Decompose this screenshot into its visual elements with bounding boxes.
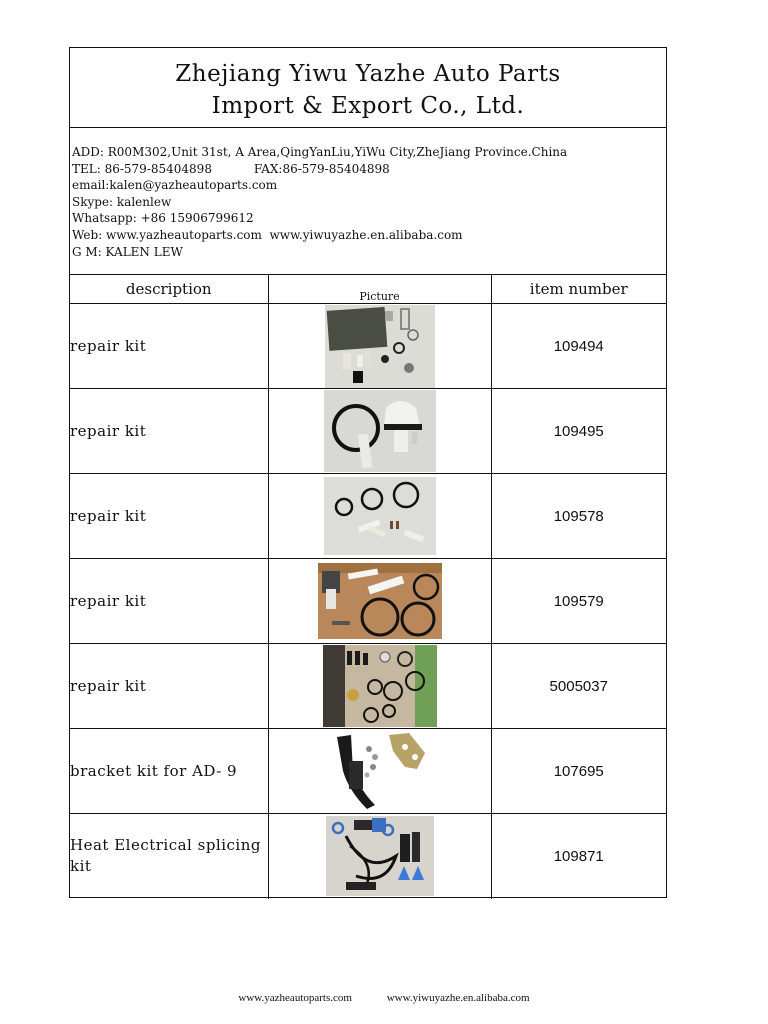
header-item-number: item number [491,275,666,304]
row-description: Heat Electrical splicing kit [70,814,268,899]
table-row [70,559,666,644]
splicing-kit-photo [326,816,434,896]
row-item-number: 109495 [491,389,666,474]
company-name: Zhejiang Yiwu Yazhe Auto Parts [175,61,561,87]
repair-kit-photo [325,305,435,388]
footer-site-link-2[interactable]: www.yiwuyazhe.en.alibaba.com [386,992,530,1004]
table-row [70,474,666,559]
repair-kit-photo [324,477,436,555]
contact-tel-fax: TEL: 86-579-85404898 FAX:86-579-85404898 [72,161,390,176]
header-picture: Picture [268,275,491,304]
contact-email: email:kalen@yazheautoparts.com [72,178,278,193]
catalog-sheet [69,47,667,898]
row-description: repair kit [70,474,268,559]
row-description: repair kit [70,389,268,474]
bracket-kit-photo [331,731,429,811]
footer-site-link-1[interactable]: www.yazheautoparts.com [238,992,352,1004]
contact-whatsapp: Whatsapp: +86 15906799612 [72,211,254,226]
contact-web: Web: www.yazheautoparts.com www.yiwuyazhe.en.alibaba.com [72,227,463,242]
contact-block [70,127,666,275]
table-row [70,644,666,729]
row-description: bracket kit for AD- 9 [70,729,268,814]
row-description: repair kit [70,559,268,644]
company-subtitle: Import & Export Co., Ltd. [211,93,525,119]
row-item-number: 109578 [491,474,666,559]
row-picture-cell [268,559,491,644]
contact-skype: Skype: kalenlew [72,194,172,209]
repair-kit-photo [318,563,442,639]
repair-kit-photo [323,645,437,727]
page-footer [0,992,768,1004]
row-picture-cell [268,729,491,814]
table-row [70,729,666,814]
row-picture-cell [268,304,491,389]
row-picture-cell [268,814,491,899]
table-row [70,304,666,389]
row-description: repair kit [70,644,268,729]
row-picture-cell [268,474,491,559]
contact-address: ADD: R00M302,Unit 31st, A Area,QingYanLiu,YiWu City,ZheJiang Province.China [72,145,568,159]
company-header [70,48,666,128]
repair-kit-photo [324,390,436,472]
table-row [70,389,666,474]
row-description: repair kit [70,304,268,389]
table-header-row [70,275,666,304]
row-picture-cell [268,389,491,474]
row-item-number: 109579 [491,559,666,644]
row-picture-cell [268,644,491,729]
table-row [70,814,666,899]
parts-table [70,275,666,899]
row-item-number: 107695 [491,729,666,814]
header-description: description [70,275,268,304]
contact-gm: G M: KALEN LEW [72,244,183,259]
row-item-number: 5005037 [491,644,666,729]
row-item-number: 109494 [491,304,666,389]
row-item-number: 109871 [491,814,666,899]
